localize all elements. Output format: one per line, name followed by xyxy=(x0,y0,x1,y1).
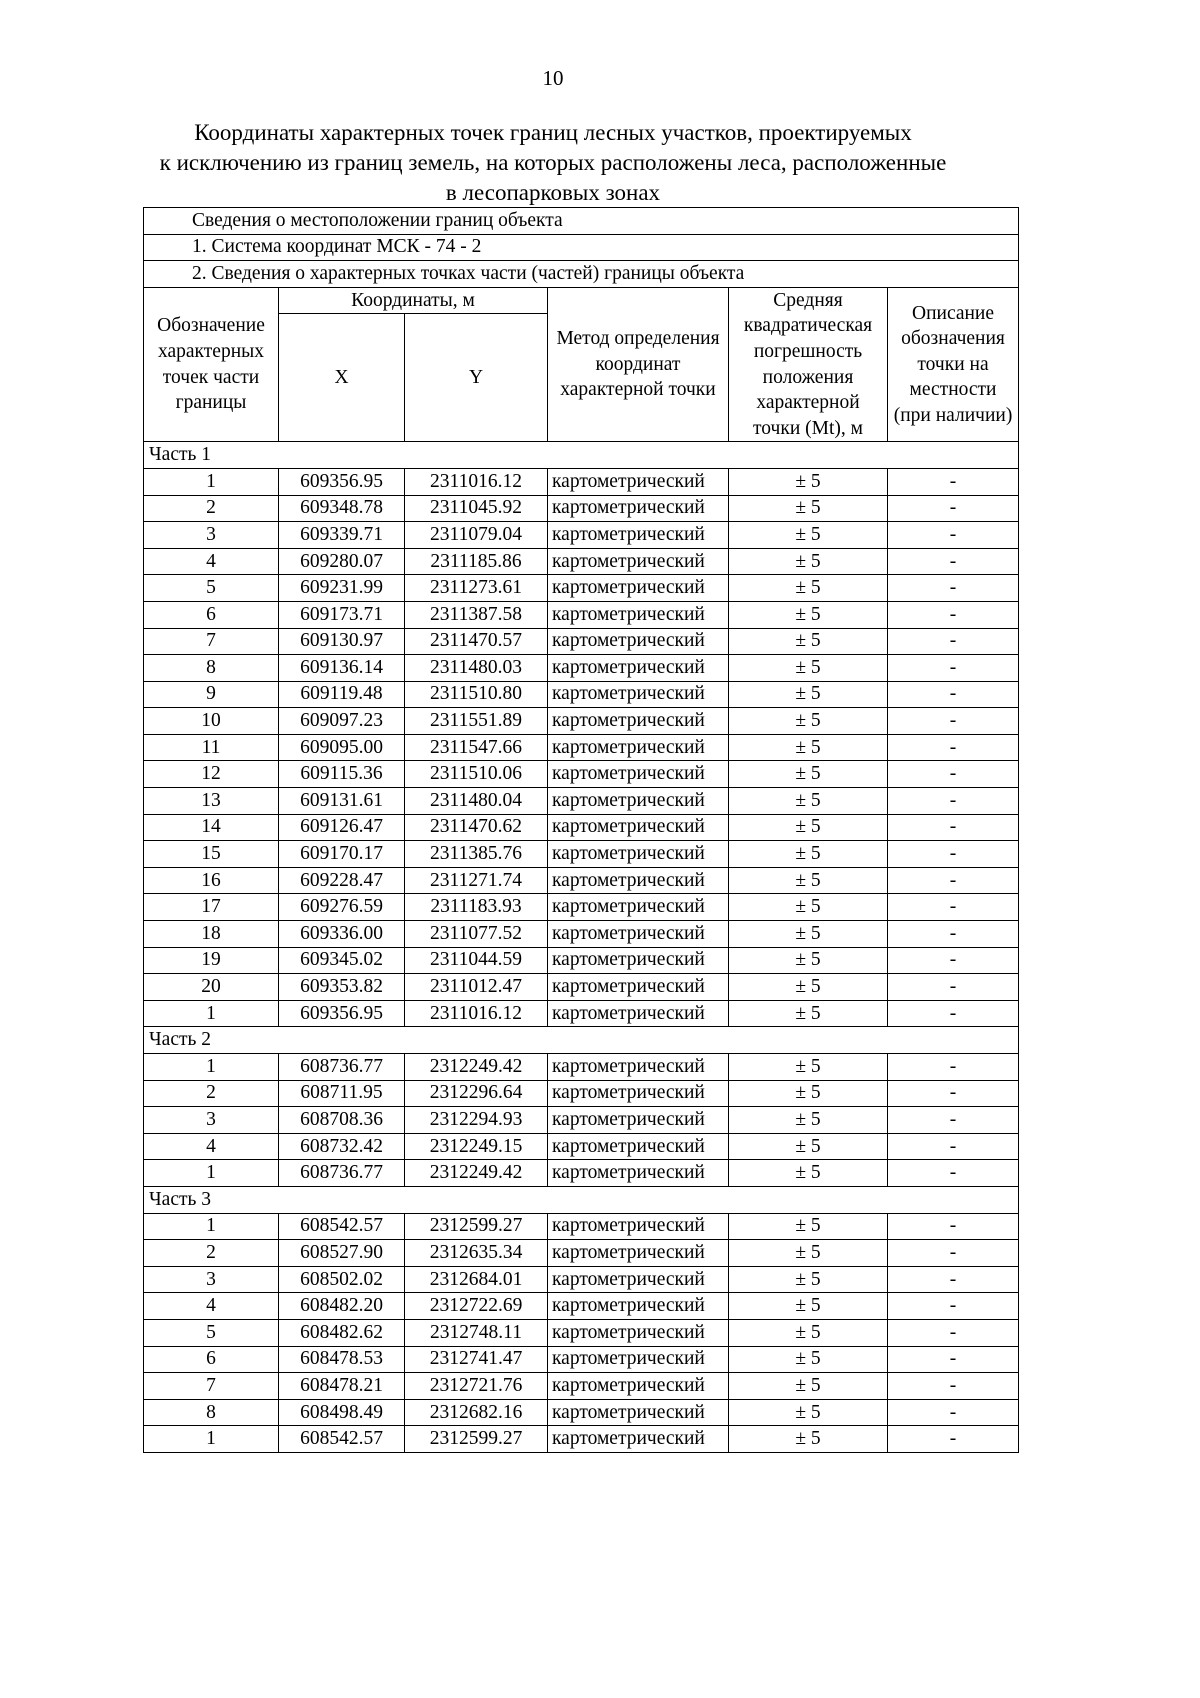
error-cell: ± 5 xyxy=(729,1346,888,1373)
table-row xyxy=(144,1346,1019,1373)
point-number-cell: 16 xyxy=(144,867,279,894)
x-coordinate-cell: 609356.95 xyxy=(279,468,405,495)
y-coordinate-cell: 2312294.93 xyxy=(405,1107,548,1134)
description-cell: - xyxy=(888,548,1019,575)
method-cell: картометрический xyxy=(548,1080,729,1107)
table-row xyxy=(144,761,1019,788)
description-cell: - xyxy=(888,1000,1019,1027)
method-cell: картометрический xyxy=(548,1000,729,1027)
x-coordinate-cell: 608478.21 xyxy=(279,1373,405,1400)
y-coordinate-cell: 2311273.61 xyxy=(405,575,548,602)
y-coordinate-cell: 2311016.12 xyxy=(405,468,548,495)
header-x: X xyxy=(279,314,405,442)
error-cell: ± 5 xyxy=(729,1107,888,1134)
error-cell: ± 5 xyxy=(729,1399,888,1426)
y-coordinate-cell: 2311510.80 xyxy=(405,681,548,708)
table-row xyxy=(144,522,1019,549)
error-cell: ± 5 xyxy=(729,814,888,841)
point-number-cell: 2 xyxy=(144,1080,279,1107)
error-cell: ± 5 xyxy=(729,1080,888,1107)
header-description: Описание обозначения точки на местности (при наличии) xyxy=(888,287,1019,442)
description-cell: - xyxy=(888,947,1019,974)
description-cell: - xyxy=(888,734,1019,761)
header-designation: Обозначение характерных точек части границы xyxy=(144,287,279,442)
y-coordinate-cell: 2312684.01 xyxy=(405,1266,548,1293)
y-coordinate-cell: 2312721.76 xyxy=(405,1373,548,1400)
part-header-row xyxy=(144,1027,1019,1054)
error-cell: ± 5 xyxy=(729,1213,888,1240)
error-cell: ± 5 xyxy=(729,548,888,575)
error-cell: ± 5 xyxy=(729,655,888,682)
point-number-cell: 4 xyxy=(144,1293,279,1320)
error-cell: ± 5 xyxy=(729,601,888,628)
table-row xyxy=(144,1293,1019,1320)
point-number-cell: 1 xyxy=(144,1426,279,1453)
x-coordinate-cell: 609131.61 xyxy=(279,788,405,815)
y-coordinate-cell: 2311387.58 xyxy=(405,601,548,628)
error-cell: ± 5 xyxy=(729,575,888,602)
part-label: Часть 3 xyxy=(144,1186,1019,1213)
title-line: в лесопарковых зонах xyxy=(445,180,661,205)
method-cell: картометрический xyxy=(548,814,729,841)
point-number-cell: 4 xyxy=(144,548,279,575)
y-coordinate-cell: 2312599.27 xyxy=(405,1426,548,1453)
error-cell: ± 5 xyxy=(729,628,888,655)
x-coordinate-cell: 608502.02 xyxy=(279,1266,405,1293)
description-cell: - xyxy=(888,1240,1019,1267)
description-cell: - xyxy=(888,974,1019,1001)
error-cell: ± 5 xyxy=(729,1293,888,1320)
error-cell: ± 5 xyxy=(729,788,888,815)
method-cell: картометрический xyxy=(548,947,729,974)
method-cell: картометрический xyxy=(548,1240,729,1267)
table-row xyxy=(144,468,1019,495)
info-cell: Сведения о местоположении границ объекта xyxy=(144,208,1019,235)
x-coordinate-cell: 609339.71 xyxy=(279,522,405,549)
description-cell: - xyxy=(888,841,1019,868)
description-cell: - xyxy=(888,628,1019,655)
x-coordinate-cell: 608542.57 xyxy=(279,1426,405,1453)
y-coordinate-cell: 2311470.62 xyxy=(405,814,548,841)
description-cell: - xyxy=(888,894,1019,921)
description-cell: - xyxy=(888,708,1019,735)
error-cell: ± 5 xyxy=(729,1319,888,1346)
y-coordinate-cell: 2311480.04 xyxy=(405,788,548,815)
error-cell: ± 5 xyxy=(729,708,888,735)
description-cell: - xyxy=(888,1213,1019,1240)
document-title xyxy=(0,118,1106,208)
part-header-row xyxy=(144,442,1019,469)
y-coordinate-cell: 2311185.86 xyxy=(405,548,548,575)
method-cell: картометрический xyxy=(548,1160,729,1187)
x-coordinate-cell: 609119.48 xyxy=(279,681,405,708)
y-coordinate-cell: 2311044.59 xyxy=(405,947,548,974)
description-cell: - xyxy=(888,655,1019,682)
page-number: 10 xyxy=(542,66,564,90)
info-cell: 1. Система координат МСК - 74 - 2 xyxy=(144,234,1019,261)
header-method: Метод определения координат характерной точки xyxy=(548,287,729,442)
table-row xyxy=(144,921,1019,948)
y-coordinate-cell: 2311551.89 xyxy=(405,708,548,735)
method-cell: картометрический xyxy=(548,548,729,575)
info-cell: 2. Сведения о характерных точках части (частей) границы объекта xyxy=(144,261,1019,288)
y-coordinate-cell: 2311385.76 xyxy=(405,841,548,868)
x-coordinate-cell: 609356.95 xyxy=(279,1000,405,1027)
point-number-cell: 17 xyxy=(144,894,279,921)
description-cell: - xyxy=(888,1319,1019,1346)
method-cell: картометрический xyxy=(548,601,729,628)
table-row xyxy=(144,1266,1019,1293)
error-cell: ± 5 xyxy=(729,1133,888,1160)
error-cell: ± 5 xyxy=(729,1266,888,1293)
table-row xyxy=(144,655,1019,682)
description-cell: - xyxy=(888,814,1019,841)
error-cell: ± 5 xyxy=(729,1000,888,1027)
point-number-cell: 5 xyxy=(144,575,279,602)
method-cell: картометрический xyxy=(548,1054,729,1081)
method-cell: картометрический xyxy=(548,495,729,522)
x-coordinate-cell: 608482.62 xyxy=(279,1319,405,1346)
title-line: Координаты характерных точек границ лесных участков, проектируемых xyxy=(194,120,912,145)
method-cell: картометрический xyxy=(548,974,729,1001)
y-coordinate-cell: 2311480.03 xyxy=(405,655,548,682)
table-row xyxy=(144,1133,1019,1160)
description-cell: - xyxy=(888,761,1019,788)
method-cell: картометрический xyxy=(548,1213,729,1240)
coordinates-table xyxy=(143,207,1019,1453)
error-cell: ± 5 xyxy=(729,894,888,921)
description-cell: - xyxy=(888,681,1019,708)
description-cell: - xyxy=(888,788,1019,815)
description-cell: - xyxy=(888,495,1019,522)
x-coordinate-cell: 609126.47 xyxy=(279,814,405,841)
point-number-cell: 8 xyxy=(144,655,279,682)
x-coordinate-cell: 609115.36 xyxy=(279,761,405,788)
header-y: Y xyxy=(405,314,548,442)
error-cell: ± 5 xyxy=(729,681,888,708)
description-cell: - xyxy=(888,1426,1019,1453)
description-cell: - xyxy=(888,921,1019,948)
y-coordinate-cell: 2312249.42 xyxy=(405,1160,548,1187)
point-number-cell: 2 xyxy=(144,1240,279,1267)
method-cell: картометрический xyxy=(548,1293,729,1320)
point-number-cell: 18 xyxy=(144,921,279,948)
x-coordinate-cell: 608736.77 xyxy=(279,1054,405,1081)
x-coordinate-cell: 609097.23 xyxy=(279,708,405,735)
table-row xyxy=(144,894,1019,921)
table-row xyxy=(144,1399,1019,1426)
error-cell: ± 5 xyxy=(729,867,888,894)
table-body xyxy=(144,442,1019,1453)
table-row xyxy=(144,1426,1019,1453)
point-number-cell: 1 xyxy=(144,1213,279,1240)
point-number-cell: 12 xyxy=(144,761,279,788)
method-cell: картометрический xyxy=(548,788,729,815)
point-number-cell: 1 xyxy=(144,1160,279,1187)
method-cell: картометрический xyxy=(548,867,729,894)
error-cell: ± 5 xyxy=(729,1373,888,1400)
x-coordinate-cell: 609353.82 xyxy=(279,974,405,1001)
x-coordinate-cell: 609231.99 xyxy=(279,575,405,602)
method-cell: картометрический xyxy=(548,1319,729,1346)
table-row xyxy=(144,947,1019,974)
description-cell: - xyxy=(888,1133,1019,1160)
y-coordinate-cell: 2311183.93 xyxy=(405,894,548,921)
point-number-cell: 1 xyxy=(144,468,279,495)
description-cell: - xyxy=(888,1266,1019,1293)
table-row xyxy=(144,575,1019,602)
error-cell: ± 5 xyxy=(729,761,888,788)
table-row xyxy=(144,974,1019,1001)
point-number-cell: 1 xyxy=(144,1054,279,1081)
info-row xyxy=(144,208,1019,235)
table-row xyxy=(144,495,1019,522)
x-coordinate-cell: 608736.77 xyxy=(279,1160,405,1187)
description-cell: - xyxy=(888,522,1019,549)
method-cell: картометрический xyxy=(548,628,729,655)
method-cell: картометрический xyxy=(548,1426,729,1453)
y-coordinate-cell: 2312635.34 xyxy=(405,1240,548,1267)
table-row xyxy=(144,681,1019,708)
x-coordinate-cell: 608498.49 xyxy=(279,1399,405,1426)
info-row xyxy=(144,234,1019,261)
x-coordinate-cell: 608708.36 xyxy=(279,1107,405,1134)
description-cell: - xyxy=(888,1107,1019,1134)
table-row xyxy=(144,1054,1019,1081)
table-row xyxy=(144,628,1019,655)
x-coordinate-cell: 609095.00 xyxy=(279,734,405,761)
point-number-cell: 4 xyxy=(144,1133,279,1160)
error-cell: ± 5 xyxy=(729,734,888,761)
point-number-cell: 10 xyxy=(144,708,279,735)
x-coordinate-cell: 609228.47 xyxy=(279,867,405,894)
method-cell: картометрический xyxy=(548,921,729,948)
table-row xyxy=(144,1319,1019,1346)
point-number-cell: 11 xyxy=(144,734,279,761)
error-cell: ± 5 xyxy=(729,921,888,948)
point-number-cell: 6 xyxy=(144,601,279,628)
table-row xyxy=(144,1000,1019,1027)
y-coordinate-cell: 2311077.52 xyxy=(405,921,548,948)
method-cell: картометрический xyxy=(548,1266,729,1293)
x-coordinate-cell: 609348.78 xyxy=(279,495,405,522)
description-cell: - xyxy=(888,1346,1019,1373)
x-coordinate-cell: 609345.02 xyxy=(279,947,405,974)
y-coordinate-cell: 2312748.11 xyxy=(405,1319,548,1346)
description-cell: - xyxy=(888,1373,1019,1400)
error-cell: ± 5 xyxy=(729,522,888,549)
table-row xyxy=(144,814,1019,841)
x-coordinate-cell: 608732.42 xyxy=(279,1133,405,1160)
description-cell: - xyxy=(888,867,1019,894)
error-cell: ± 5 xyxy=(729,1240,888,1267)
method-cell: картометрический xyxy=(548,734,729,761)
info-row xyxy=(144,261,1019,288)
y-coordinate-cell: 2312599.27 xyxy=(405,1213,548,1240)
description-cell: - xyxy=(888,468,1019,495)
method-cell: картометрический xyxy=(548,1399,729,1426)
x-coordinate-cell: 609130.97 xyxy=(279,628,405,655)
part-label: Часть 2 xyxy=(144,1027,1019,1054)
y-coordinate-cell: 2312682.16 xyxy=(405,1399,548,1426)
table-row xyxy=(144,1373,1019,1400)
x-coordinate-cell: 609336.00 xyxy=(279,921,405,948)
table-row xyxy=(144,1080,1019,1107)
point-number-cell: 8 xyxy=(144,1399,279,1426)
x-coordinate-cell: 608482.20 xyxy=(279,1293,405,1320)
part-header-row xyxy=(144,1186,1019,1213)
title-line: к исключению из границ земель, на которых расположены леса, расположенные xyxy=(159,150,947,175)
error-cell: ± 5 xyxy=(729,1160,888,1187)
point-number-cell: 5 xyxy=(144,1319,279,1346)
y-coordinate-cell: 2311271.74 xyxy=(405,867,548,894)
point-number-cell: 3 xyxy=(144,1266,279,1293)
table-row xyxy=(144,788,1019,815)
header-row xyxy=(144,287,1019,313)
y-coordinate-cell: 2312249.42 xyxy=(405,1054,548,1081)
method-cell: картометрический xyxy=(548,841,729,868)
table-row xyxy=(144,841,1019,868)
y-coordinate-cell: 2312249.15 xyxy=(405,1133,548,1160)
point-number-cell: 1 xyxy=(144,1000,279,1027)
method-cell: картометрический xyxy=(548,1107,729,1134)
point-number-cell: 6 xyxy=(144,1346,279,1373)
x-coordinate-cell: 608711.95 xyxy=(279,1080,405,1107)
x-coordinate-cell: 609173.71 xyxy=(279,601,405,628)
y-coordinate-cell: 2311470.57 xyxy=(405,628,548,655)
y-coordinate-cell: 2311045.92 xyxy=(405,495,548,522)
y-coordinate-cell: 2311012.47 xyxy=(405,974,548,1001)
header-coordinates: Координаты, м xyxy=(279,287,548,313)
y-coordinate-cell: 2311547.66 xyxy=(405,734,548,761)
method-cell: картометрический xyxy=(548,894,729,921)
x-coordinate-cell: 608542.57 xyxy=(279,1213,405,1240)
error-cell: ± 5 xyxy=(729,468,888,495)
method-cell: картометрический xyxy=(548,708,729,735)
y-coordinate-cell: 2312741.47 xyxy=(405,1346,548,1373)
point-number-cell: 20 xyxy=(144,974,279,1001)
error-cell: ± 5 xyxy=(729,495,888,522)
error-cell: ± 5 xyxy=(729,841,888,868)
part-label: Часть 1 xyxy=(144,442,1019,469)
description-cell: - xyxy=(888,1080,1019,1107)
table-row xyxy=(144,601,1019,628)
method-cell: картометрический xyxy=(548,761,729,788)
description-cell: - xyxy=(888,1160,1019,1187)
point-number-cell: 7 xyxy=(144,1373,279,1400)
x-coordinate-cell: 609136.14 xyxy=(279,655,405,682)
y-coordinate-cell: 2312296.64 xyxy=(405,1080,548,1107)
method-cell: картометрический xyxy=(548,1133,729,1160)
x-coordinate-cell: 609276.59 xyxy=(279,894,405,921)
table-row xyxy=(144,867,1019,894)
description-cell: - xyxy=(888,575,1019,602)
y-coordinate-cell: 2311079.04 xyxy=(405,522,548,549)
x-coordinate-cell: 608478.53 xyxy=(279,1346,405,1373)
error-cell: ± 5 xyxy=(729,974,888,1001)
header-error: Средняя квадратическая погрешность положения характерной точки (Mt), м xyxy=(729,287,888,442)
point-number-cell: 15 xyxy=(144,841,279,868)
method-cell: картометрический xyxy=(548,1373,729,1400)
description-cell: - xyxy=(888,601,1019,628)
point-number-cell: 2 xyxy=(144,495,279,522)
point-number-cell: 19 xyxy=(144,947,279,974)
error-cell: ± 5 xyxy=(729,947,888,974)
point-number-cell: 3 xyxy=(144,1107,279,1134)
description-cell: - xyxy=(888,1293,1019,1320)
x-coordinate-cell: 608527.90 xyxy=(279,1240,405,1267)
x-coordinate-cell: 609280.07 xyxy=(279,548,405,575)
point-number-cell: 13 xyxy=(144,788,279,815)
method-cell: картометрический xyxy=(548,522,729,549)
method-cell: картометрический xyxy=(548,468,729,495)
method-cell: картометрический xyxy=(548,681,729,708)
x-coordinate-cell: 609170.17 xyxy=(279,841,405,868)
point-number-cell: 9 xyxy=(144,681,279,708)
point-number-cell: 14 xyxy=(144,814,279,841)
y-coordinate-cell: 2311510.06 xyxy=(405,761,548,788)
description-cell: - xyxy=(888,1054,1019,1081)
table-row xyxy=(144,548,1019,575)
table-row xyxy=(144,1213,1019,1240)
table-row xyxy=(144,734,1019,761)
table-row xyxy=(144,1107,1019,1134)
table-row xyxy=(144,708,1019,735)
y-coordinate-cell: 2312722.69 xyxy=(405,1293,548,1320)
method-cell: картометрический xyxy=(548,1346,729,1373)
point-number-cell: 7 xyxy=(144,628,279,655)
table-row xyxy=(144,1160,1019,1187)
point-number-cell: 3 xyxy=(144,522,279,549)
method-cell: картометрический xyxy=(548,655,729,682)
description-cell: - xyxy=(888,1399,1019,1426)
method-cell: картометрический xyxy=(548,575,729,602)
y-coordinate-cell: 2311016.12 xyxy=(405,1000,548,1027)
table-row xyxy=(144,1240,1019,1267)
error-cell: ± 5 xyxy=(729,1054,888,1081)
error-cell: ± 5 xyxy=(729,1426,888,1453)
